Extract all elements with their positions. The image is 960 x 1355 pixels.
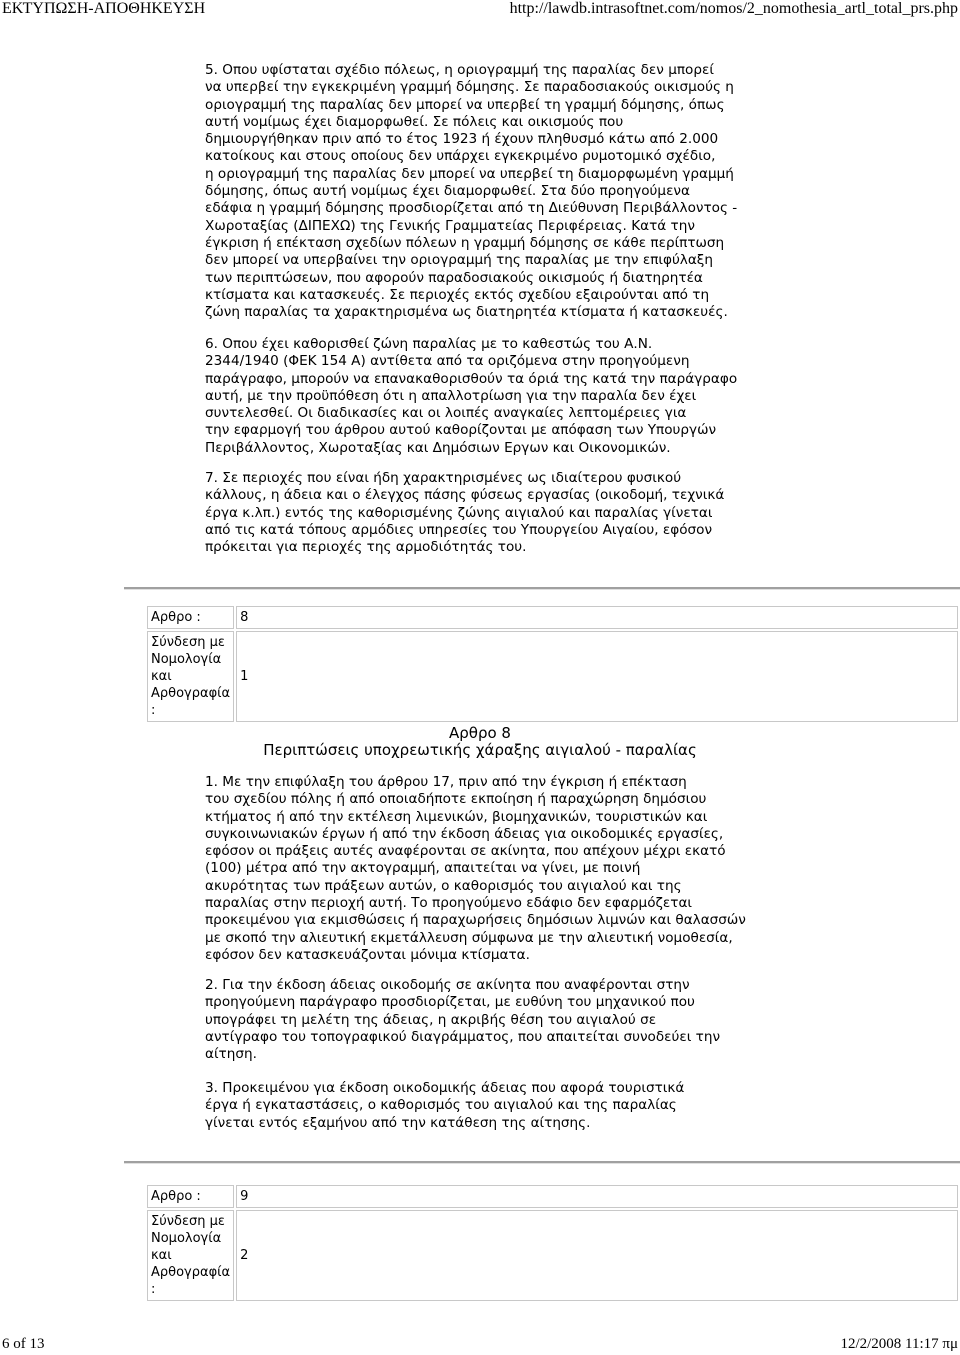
- article-8-heading: Αρθρο 8: [449, 724, 511, 742]
- jurisprudence-link-label: Σύνδεση με Νομολογία και Αρθογραφία :: [147, 631, 234, 722]
- article-8-subheading: Περιπτώσεις υποχρεωτικής χάραξης αιγιαλού - παραλίας: [263, 741, 697, 759]
- article-8-paragraph-1: [205, 774, 795, 964]
- article-label: Αρθρο :: [147, 1185, 234, 1208]
- jurisprudence-link-value[interactable]: 2: [236, 1210, 958, 1301]
- paragraph-5: [205, 62, 795, 321]
- article-8-paragraph-3-text: 3. Προκειμένου για έκδοση οικοδομικής άδειας που αφορά τουριστικά έργα ή εγκαταστάσεις, ο καθορισμός του αιγιαλού και της παραλίας γίνεται εντός εξαμήνου από την κατάθεση της αίτησης.: [205, 1080, 685, 1131]
- article-8-paragraph-2-text: 2. Για την έκδοση άδειας οικοδομής σε ακίνητα που αναφέρονται στην προηγούμενη παράγραφο προσδιορίζεται, με ευθύνη του μηχανικού που υπογράφει τη μελέτη της άδειας, η ακριβής θέση του αιγιαλού σε αντίγραφο του τοπογραφικού διαγράμματος, που απαιτείται συνοδεύει την αίτηση.: [205, 977, 721, 1063]
- article-8-paragraph-2: [205, 977, 795, 1063]
- separator-line: [124, 587, 960, 590]
- paragraph-6: [205, 336, 795, 457]
- jurisprudence-link-value[interactable]: 1: [236, 631, 958, 722]
- print-header-url: http://lawdb.intrasoftnet.com/nomos/2_nomothesia_artl_total_prs.php: [509, 0, 958, 17]
- article-number: 8: [236, 606, 958, 629]
- print-header-title: ΕΚΤΥΠΩΣΗ-ΑΠΟΘΗΚΕΥΣΗ: [2, 0, 206, 17]
- paragraph-5-text: 5. Οπου υφίσταται σχέδιο πόλεως, η οριογραμμή της παραλίας δεν μπορεί να υπερβεί την εγκεκριμένη γραμμή δόμησης. Σε παραδοσιακούς οικισμούς η οριογραμμή της παραλίας δεν μπορεί να υπερβεί τη γραμμή δόμησης, όπως αυτή νομίμως έχει διαμορφωθεί. Σε πόλεις και οικισμούς που δημιουργήθηκαν πριν από το έτος 1923 ή έχουν πληθυσμό κάτω από 2.000 κατοίκους και στους οποίους δεν υπάρχει εγκεκριμένο ρυμοτομικό σχέδιο, η οριογραμμή της παραλίας δεν μπορεί να υπερβεί τη διαμορφωμένη γραμμή δόμησης, όπως αυτή νομίμως έχει διαμορφωθεί. Στα δύο προηγούμενα εδάφια η γραμμή δόμησης προσδιορίζεται από τη Διεύθυνση Περιβάλλοντος - Χωροταξίας (ΔΙΠΕΧΩ) της Γενικής Γραμματείας Περιφέρειας. Κατά την έγκριση ή επέκταση σχεδίων πόλεων η γραμμή δόμησης σε κάθε περίπτωση δεν μπορεί να υπερβαίνει την οριογραμμή της παραλίας με την επιφύλαξη των περιπτώσεων, που αφορούν παραδοσιακούς οικισμούς ή διατηρητέα κτίσματα και κατασκευές. Σε περιοχές εκτός σχεδίου εξαιρούνται από τη ζώνη παραλίας τα χαρακτηρισμένα ως διατηρητέα κτίσματα ή κατασκευές.: [205, 62, 738, 321]
- page-counter: 6 of 13: [2, 1336, 45, 1352]
- article-8-paragraph-3: [205, 1080, 795, 1132]
- separator-line: [124, 1161, 960, 1164]
- article-9-meta-table: [145, 1183, 960, 1303]
- paragraph-7: [205, 470, 795, 556]
- article-number: 9: [236, 1185, 958, 1208]
- paragraph-6-text: 6. Οπου έχει καθορισθεί ζώνη παραλίας με το καθεστώς του Α.Ν. 2344/1940 (ΦΕΚ 154 Α) αντίθετα από τα οριζόμενα στην προηγούμενη παράγραφο, μπορούν να επανακαθορισθούν τα όριά της κατά την παράγραφο αυτή, με την προϋπόθεση ότι η απαλλοτρίωση για την παραλία δεν έχει συντελεσθεί. Οι διαδικασίες και οι λοιπές αναγκαίες λεπτομέρειες για την εφαρμογή του άρθρου αυτού καθορίζονται με απόφαση των Υπουργών Περιβάλλοντος, Χωροταξίας και Δημόσιων Εργων και Οικονομικών.: [205, 336, 738, 456]
- print-datetime: 12/2/2008 11:17 πμ: [840, 1336, 958, 1352]
- article-8-meta-table: [145, 604, 960, 724]
- article-label: Αρθρο :: [147, 606, 234, 629]
- jurisprudence-link-label: Σύνδεση με Νομολογία και Αρθογραφία :: [147, 1210, 234, 1301]
- article-8-paragraph-1-text: 1. Με την επιφύλαξη του άρθρου 17, πριν από την έγκριση ή επέκταση του σχεδίου πόλης ή από οποιαδήποτε εκποίηση ή παραχώρηση δημόσιου κτήματος ή από την εκτέλεση λιμενικών, βιομηχανικών, τουριστικών και συγκοινωνιακών έργων ή από την έκδοση άδειας για οικοδομικές εργασίες, εφόσον οι πράξεις αυτές αναφέρονται σε ακίνητα, που απέχουν μέχρι εκατό (100) μέτρα από την ακτογραμμή, απαιτείται να γίνει, με ποινή ακυρότητας των πράξεων αυτών, ο καθορισμός του αιγιαλού και της παραλίας στην περιοχή αυτή. Το προηγούμενο εδάφιο δεν εφαρμόζεται προκειμένου για εκμισθώσεις ή παραχωρήσεις δημόσιων λιμνών και θαλασσών με σκοπό την αλιευτική εκμετάλλευση σύμφωνα με την αλιευτική νομοθεσία, εφόσον δεν κατασκευάζονται μόνιμα κτίσματα.: [205, 774, 746, 963]
- paragraph-7-text: 7. Σε περιοχές που είναι ήδη χαρακτηρισμένες ως ιδιαίτερου φυσικού κάλλους, η άδεια και ο έλεγχος πάσης φύσεως εργασίας (οικοδομή, τεχνικά έργα κ.λπ.) εντός της καθορισμένης ζώνης αιγιαλού και παραλίας γίνεται από τις κατά τόπους αρμόδιες υπηρεσίες του Υπουργείου Αιγαίου, εφόσον πρόκειται για περιοχές της αρμοδιότητάς του.: [205, 470, 725, 556]
